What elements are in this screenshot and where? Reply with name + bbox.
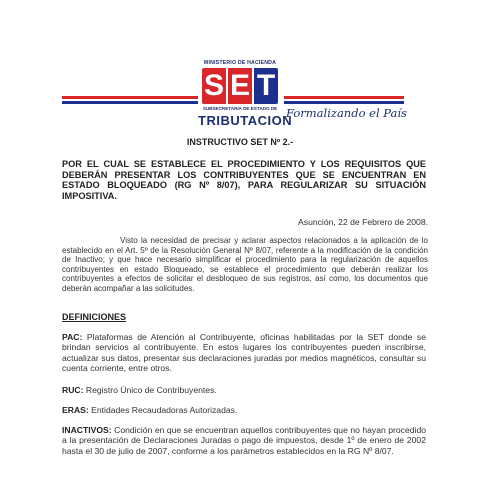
- logo-subtitle: SUBSECRETARIA DE ESTADO DE: [202, 106, 278, 111]
- document-date: Asunción, 22 de Febrero de 2008.: [298, 217, 428, 227]
- header-stripe-blue-left: [62, 101, 198, 104]
- header-stripe-red-right: [284, 96, 404, 99]
- definition-ruc: [62, 385, 426, 395]
- logo-letter-t: T: [254, 68, 278, 104]
- header-stripe-red-left: [62, 96, 198, 99]
- definition-term: ERAS:: [62, 405, 89, 415]
- definition-text: Entidades Recaudadoras Autorizadas.: [88, 405, 238, 415]
- definition-inactivos: [62, 425, 426, 456]
- logo-letter-e: E: [229, 69, 250, 102]
- document-heading: POR EL CUAL SE ESTABLECE EL PROCEDIMIENTO Y LOS REQUISITOS QUE DEBERÁN PRESENTAR LOS CONTRIBUYENTES QUE SE ENCUENTRAN EN ESTADO BLOQUEADO (RG Nº 8/07), PARA REGULARIZAR SU SITUACIÓN IMPOSITIVA.: [62, 159, 426, 201]
- document-title: INSTRUCTIVO SET Nº 2.-: [186, 137, 294, 147]
- definition-text: Registro Único de Contribuyentes.: [83, 385, 217, 395]
- logo-letter-s: S: [203, 69, 224, 102]
- definition-term: PAC:: [62, 332, 83, 342]
- definition-pac: [62, 332, 426, 374]
- logo-ministry-text: MINISTERIO DE HACIENDA: [203, 60, 277, 66]
- logo-letter-blocks: [202, 68, 280, 104]
- definition-text: Condición en que se encuentran aquellos contribuyentes que no hayan procedido a la presentación de Declaraciones Juradas o pago de impuestos, desde 1º de enero de 2002 hasta el 30 de julio de 2007, conforme a los parámetros establecidos en la RG Nº 8/07.: [62, 425, 426, 456]
- definitions-title: DEFINICIONES: [62, 312, 127, 322]
- intro-paragraph: Visto la necesidad de precisar y aclarar aspectos relacionados a la aplicación de lo establecido en el Art. 5º de la Resolución General Nº 8/07, referente a la modificación de la condición de Inactivo; y que hace necesario simplificar el procedimiento para la regularización de aquellos contribuyentes en estado Bloqueado, se establece el procedimiento que deberán realizar los contribuyentes a efectos de solicitar el desbloqueo de sus registros, así como, los documentos que deberán acompañar a las solicitudes.: [62, 236, 428, 293]
- definition-term: RUC:: [62, 385, 84, 395]
- slogan: Formalizando el País: [286, 106, 407, 120]
- logo-tributacion: TRIBUTACION: [198, 113, 293, 128]
- definition-text: Plataformas de Atención al Contribuyente, oficinas habilitadas por la SET donde se brindan servicios al contribuyente. En estos lugares los contribuyentes pueden inscribirse, actualizar sus datos, presentar sus declaraciones juradas por medios magnéticos, consultar su cuenta corriente, entre otros.: [62, 332, 426, 374]
- set-logo: [198, 58, 293, 134]
- definition-eras: [62, 405, 426, 415]
- definition-term: INACTIVOS:: [62, 425, 112, 435]
- header-stripe-blue-right: [284, 101, 404, 104]
